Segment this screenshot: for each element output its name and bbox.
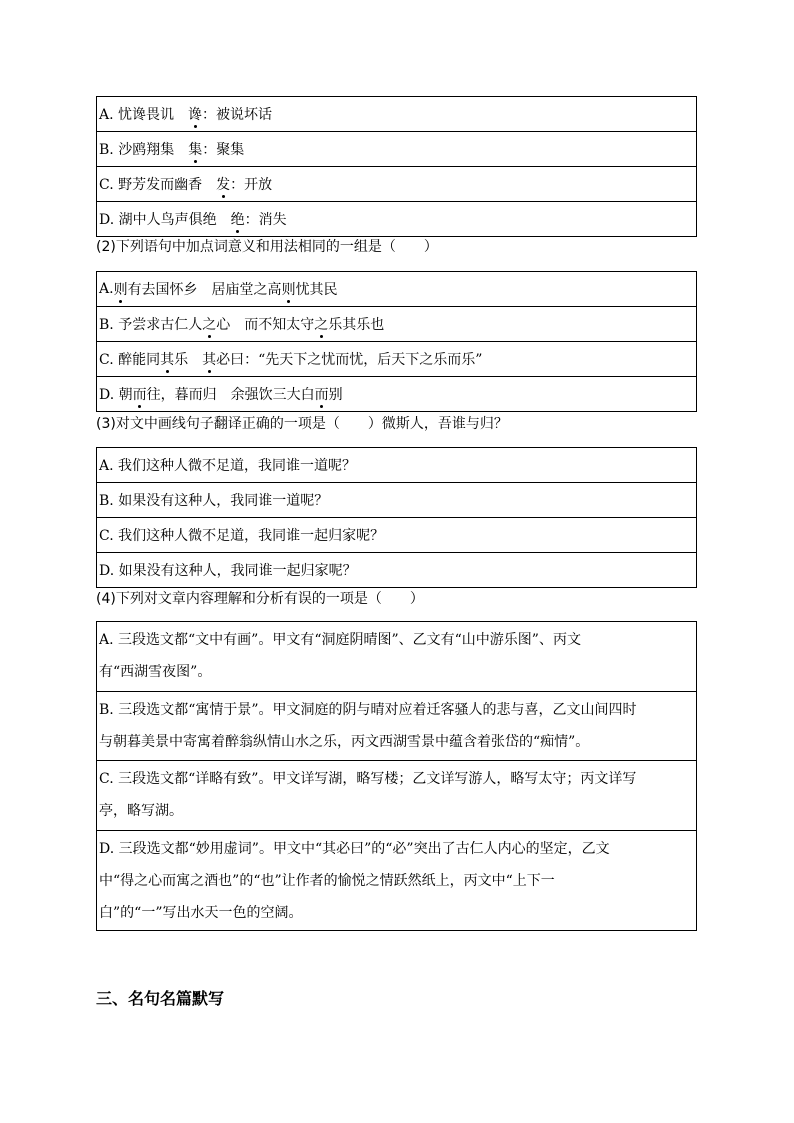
dotted-char: 而 <box>133 384 147 404</box>
q2-option-a[interactable] <box>97 272 696 307</box>
q1-option-a[interactable] <box>97 97 696 132</box>
option-text: B. 沙鸥翔集 <box>99 142 189 158</box>
option-line: A. 三段选文都“文中有画”。甲文有“洞庭阴晴图”、乙文有“山中游乐图”、丙文 <box>99 632 581 648</box>
option-text: D. 湖中人鸟声俱绝 <box>99 212 231 228</box>
q4-option-d[interactable] <box>97 831 696 930</box>
question-2-prompt: (2)下列语句中加点词意义和用法相同的一组是（ ） <box>96 239 438 255</box>
option-line: 与朝暮美景中寄寓着醉翁纵情山水之乐，丙文西湖雪景中蕴含着张岱的“痴情”。 <box>99 734 590 750</box>
dotted-char: 集 <box>188 139 202 159</box>
q1-options-table <box>96 96 697 237</box>
option-line: C. 三段选文都“详略有致”。甲文详写湖，略写楼；乙文详写游人，略写太守；丙文详写 <box>99 771 637 787</box>
dotted-char: 发 <box>216 174 230 194</box>
q3-option-c[interactable]: C. 我们这种人微不足道，我同谁一起归家呢？ <box>97 518 696 553</box>
option-text: 有去国怀乡 居庙堂之高 <box>127 282 282 298</box>
q4-option-b[interactable] <box>97 692 696 761</box>
option-text: 乐其乐也 <box>328 317 385 333</box>
dotted-char: 而 <box>315 384 329 404</box>
q1-option-b[interactable] <box>97 132 696 167</box>
dotted-char: 则 <box>282 279 296 299</box>
q3-option-d[interactable]: D. 如果没有这种人，我同谁一起归家呢？ <box>99 563 357 579</box>
q4-options-table <box>96 621 697 931</box>
q2-option-c[interactable] <box>97 342 696 377</box>
option-text: ：聚集 <box>202 142 245 158</box>
option-text: 往，暮而归 余强饮三大白 <box>146 387 315 403</box>
question-3-prompt: (3)对文中画线句子翻译正确的一项是（ ）微斯人，吾谁与归？ <box>96 416 508 432</box>
q2-option-d[interactable] <box>97 377 696 411</box>
option-text: B. 予尝求古仁人 <box>99 317 203 333</box>
q1-option-c[interactable] <box>97 167 696 202</box>
q4-option-c[interactable] <box>97 761 696 831</box>
q2-option-b[interactable] <box>97 307 696 342</box>
q1-option-d[interactable] <box>97 202 696 236</box>
option-line: 白”的“一”写出水天一色的空阔。 <box>99 905 303 921</box>
option-text: A. <box>99 281 114 297</box>
dotted-char: 之 <box>202 314 216 334</box>
option-text: D. 朝 <box>99 387 133 403</box>
option-text: ：被说坏话 <box>202 107 273 123</box>
dotted-char: 其 <box>160 349 174 369</box>
option-line: D. 三段选文都“妙用虚词”。甲文中“其必曰”的“必”突出了古仁人内心的坚定，乙文 <box>99 841 610 857</box>
question-4-prompt: (4)下列对文章内容理解和分析有误的一项是（ ） <box>96 591 424 607</box>
option-text: ：消失 <box>244 212 287 228</box>
dotted-char: 其 <box>202 349 216 369</box>
section-3-title: 三、名句名篇默写 <box>96 989 225 1008</box>
option-text: A. 忧谗畏讥 <box>99 107 189 123</box>
option-line: 中“得之心而寓之酒也”的“也”让作者的愉悦之情跃然纸上，丙文中“上下一 <box>99 873 555 889</box>
option-line: B. 三段选文都“寓情于景”。甲文洞庭的阴与晴对应着迁客骚人的悲与喜，乙文山间四时 <box>99 702 637 718</box>
q3-options-table <box>96 447 697 588</box>
dotted-char: 绝 <box>231 209 245 229</box>
option-text: 别 <box>328 387 343 403</box>
q4-option-a[interactable] <box>97 622 696 692</box>
option-text: 乐 <box>174 352 203 368</box>
dotted-char: 谗 <box>188 104 202 124</box>
q3-option-b[interactable]: B. 如果没有这种人，我同谁一道呢？ <box>97 483 696 518</box>
option-line: 亭，略写湖。 <box>99 803 183 819</box>
option-line: 有“西湖雪夜图”。 <box>99 664 212 680</box>
option-text: C. 野芳发而幽香 <box>99 177 217 193</box>
dotted-char: 则 <box>114 279 128 299</box>
dotted-char: 之 <box>314 314 328 334</box>
option-text: C. 醉能同 <box>99 352 161 368</box>
option-text: ：开放 <box>230 177 273 193</box>
option-text: 心 而不知太守 <box>216 317 315 333</box>
q3-option-a[interactable]: A. 我们这种人微不足道，我同谁一道呢？ <box>97 448 696 483</box>
option-text: 必曰：“先天下之忧而忧，后天下之乐而乐” <box>216 352 483 368</box>
option-text: 忧其民 <box>295 282 338 298</box>
q2-options-table <box>96 271 697 412</box>
